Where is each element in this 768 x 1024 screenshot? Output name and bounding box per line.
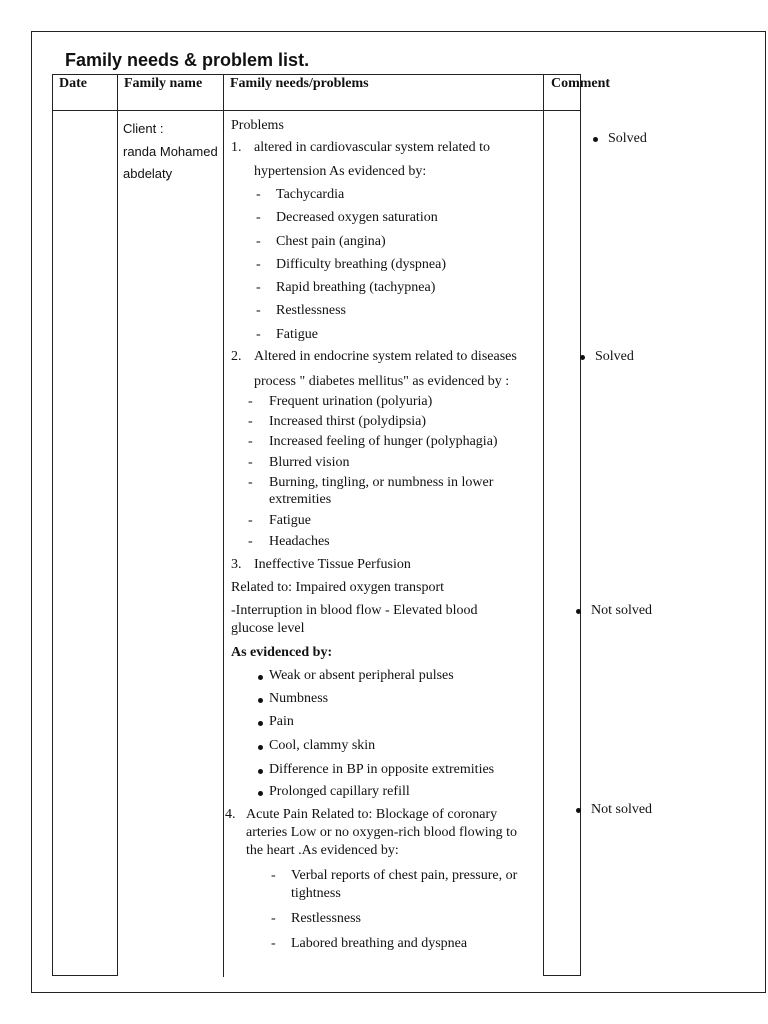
problem-4-item: tightness [291,886,341,901]
problem-3-item: Pain [269,714,294,729]
col-divider-family [223,74,224,977]
client-name-line2: abdelaty [123,166,173,181]
problem-1-item: Restlessness [276,303,346,318]
problem-4-item: Labored breathing and dyspnea [291,936,468,951]
problem-2-number: 2. [231,349,242,364]
problem-1-number: 1. [231,140,242,155]
dash-icon: - [271,936,276,951]
dash-icon: - [256,327,261,342]
bullet-icon [593,137,598,142]
comment-text: Solved [595,349,634,364]
comment-col-bottom-border [543,975,581,976]
bullet-icon [258,698,263,703]
comment-problem-3 [576,603,652,619]
problem-1-item: Difficulty breathing (dyspnea) [276,257,447,272]
dash-icon: - [248,513,253,528]
problem-1-item: Rapid breathing (tachypnea) [276,280,436,295]
bullet-icon [258,745,263,750]
problem-4-line1: Acute Pain Related to: Blockage of coronary [246,807,498,822]
problem-3-item: Weak or absent peripheral pulses [269,668,454,683]
dash-icon: - [271,868,276,883]
problem-1-item: Fatigue [276,327,318,342]
dash-icon: - [248,475,253,490]
problem-3-item: Difference in BP in opposite extremities [269,762,495,777]
header-family-name: Family name [124,76,203,91]
comment-text: Not solved [591,802,653,817]
problem-2-item: Frequent urination (polyuria) [269,394,433,409]
problem-1-item: Chest pain (angina) [276,234,386,249]
header-family-needs: Family needs/problems [230,76,369,91]
client-label: Client : [123,121,164,136]
problem-3-line3: -Interruption in blood flow - Elevated blood [231,603,478,618]
bullet-icon [576,609,581,614]
comment-problem-1 [593,131,647,147]
col-divider-date [117,74,118,975]
problem-3-item: Prolonged capillary refill [269,784,410,799]
col-divider-needs [543,74,544,975]
header-comment: Comment [551,76,611,91]
dash-icon: - [256,234,261,249]
comment-text: Solved [608,131,647,146]
comment-problem-2 [580,349,634,365]
bullet-icon [576,808,581,813]
bullet-icon [258,721,263,726]
problem-2-line1: Altered in endocrine system related to diseases [254,349,517,364]
table-top-border [52,74,581,75]
problem-2-item: extremities [269,492,332,507]
problem-4-number: 4. [225,807,236,822]
family-name-cell [123,118,223,186]
problem-2-item: Headaches [269,534,330,549]
dash-icon: - [256,257,261,272]
dash-icon: - [248,434,253,449]
problem-2-item: Burning, tingling, or numbness in lower [269,475,494,490]
dash-icon: - [248,534,253,549]
problem-3-line1: Ineffective Tissue Perfusion [254,557,411,572]
dash-icon: - [256,187,261,202]
problem-3-item: Numbness [269,691,329,706]
header-date: Date [59,76,87,91]
problem-2-item: Increased feeling of hunger (polyphagia) [269,434,498,449]
problem-4-line3: the heart .As evidenced by: [246,843,399,858]
problem-2-item: Increased thirst (polydipsia) [269,414,427,429]
problems-heading: Problems [231,118,284,133]
dash-icon: - [256,210,261,225]
problem-3-evidence-heading: As evidenced by: [231,645,333,660]
problem-3-line4: glucose level [231,621,305,636]
bullet-icon [258,769,263,774]
problem-1-line1: altered in cardiovascular system related to [254,140,490,155]
problem-1-line2: hypertension As evidenced by: [254,164,427,179]
date-col-bottom-border [52,975,118,976]
bullet-icon [580,355,585,360]
bullet-icon [258,791,263,796]
problem-4-item: Verbal reports of chest pain, pressure, or [291,868,518,883]
dash-icon: - [248,414,253,429]
problem-3-number: 3. [231,557,242,572]
problem-3-item: Cool, clammy skin [269,738,376,753]
client-name-line1: randa Mohamed [123,143,218,159]
table-right-border [580,74,581,975]
document-title: Family needs & problem list. [65,50,310,70]
problem-1-item: Tachycardia [276,187,345,202]
bullet-icon [258,675,263,680]
dash-icon: - [248,394,253,409]
dash-icon: - [248,455,253,470]
problem-3-line2: Related to: Impaired oxygen transport [231,580,445,595]
dash-icon: - [256,280,261,295]
problem-2-item: Blurred vision [269,455,350,470]
problem-4-line2: arteries Low or no oxygen-rich blood flowing to [246,825,517,840]
comment-problem-4 [576,802,652,818]
dash-icon: - [256,303,261,318]
table-left-border [52,74,53,975]
problem-4-item: Restlessness [291,911,361,926]
comment-text: Not solved [591,603,653,618]
problem-1-item: Decreased oxygen saturation [276,210,438,225]
problem-2-item: Fatigue [269,513,311,528]
problem-2-line2: process " diabetes mellitus" as evidenced by : [254,374,510,389]
header-bottom-border [52,110,581,111]
dash-icon: - [271,911,276,926]
